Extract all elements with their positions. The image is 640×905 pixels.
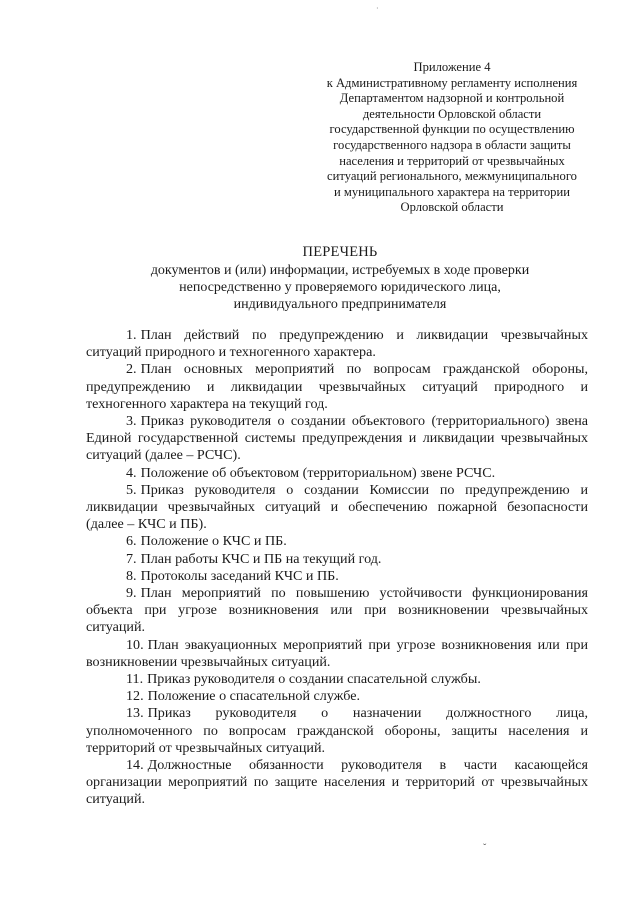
item-text: План мероприятий по повышению устойчивости функционирования объекта при угрозе возникновения или при возникновении чрезвычайных ситуаций. <box>86 585 588 636</box>
item-text: Протоколы заседаний КЧС и ПБ. <box>140 567 339 584</box>
list-item <box>86 688 588 705</box>
title-subtitle-line: документов и (или) информации, истребуемых в ходе проверки <box>150 263 530 278</box>
appendix-line: населения и территорий от чрезвычайных <box>339 153 565 168</box>
item-number: 6. <box>126 533 137 550</box>
item-text: План работы КЧС и ПБ на текущий год. <box>140 550 382 567</box>
appendix-line: государственной функции по осуществлению <box>329 122 575 137</box>
item-number: 11. <box>126 671 144 688</box>
item-number: 5. <box>126 481 137 498</box>
list-item <box>86 705 588 757</box>
list-item <box>86 533 588 550</box>
appendix-line: деятельности Орловской области <box>362 106 542 121</box>
list-item <box>86 551 588 568</box>
appendix-line: государственного надзора в области защиты <box>333 137 571 152</box>
item-number: 10. <box>126 636 144 653</box>
document-title <box>70 244 610 313</box>
item-text: План эвакуационных мероприятий при угрозе возникновения или при возникновении чрезвычайных ситуаций. <box>86 636 588 670</box>
list-item <box>86 671 588 688</box>
title-subtitle-line: индивидуального предпринимателя <box>233 297 447 312</box>
list-item <box>86 465 588 482</box>
item-number: 13. <box>126 705 144 722</box>
list-item <box>86 568 588 585</box>
item-text: Положение о спасательной службе. <box>147 688 361 705</box>
item-text: План основных мероприятий по вопросам гражданской обороны, предупреждению и ликвидации чрезвычайных ситуаций природного и техногенного характера на текущий год. <box>86 361 588 412</box>
list-item <box>86 327 588 361</box>
item-number: 12. <box>126 688 144 705</box>
item-text: Положение о КЧС и ПБ. <box>140 533 287 550</box>
appendix-line: Приложение 4 <box>413 60 491 74</box>
item-number: 2. <box>126 361 137 378</box>
item-number: 7. <box>126 550 137 567</box>
appendix-line: и муниципального характера на территории <box>334 184 570 199</box>
title-heading: ПЕРЕЧЕНЬ <box>302 244 378 260</box>
item-text: Приказ руководителя о назначении должностного лица, уполномоченного по вопросам гражданской обороны, защиты населения и территорий от чрезвычайных ситуаций. <box>86 705 588 756</box>
item-number: 1. <box>126 327 137 343</box>
item-number: 8. <box>126 567 137 584</box>
item-number: 9. <box>126 585 137 602</box>
list-item <box>86 585 588 637</box>
appendix-line: к Административному регламенту исполнения <box>326 75 578 90</box>
appendix-line: Департаментом надзорной и контрольной <box>339 91 565 106</box>
document-list <box>86 327 588 809</box>
appendix-line: Орловской области <box>400 200 504 215</box>
appendix-line: ситуаций регионального, межмуниципального <box>327 169 577 184</box>
scan-mark-top: · <box>376 4 379 13</box>
item-text: Приказ руководителя о создании объектового (территориального) звена Единой государственной системы предупреждения и ликвидации чрезвычайных ситуаций (далее – РСЧС). <box>86 413 588 464</box>
list-item <box>86 361 588 413</box>
item-text: Должностные обязанности руководителя в части касающейся организации мероприятий по защите населения и территорий от чрезвычайных ситуаций. <box>86 757 588 808</box>
item-number: 4. <box>126 464 137 481</box>
list-item <box>86 413 588 465</box>
list-item <box>86 637 588 671</box>
item-text: Приказ руководителя о создании Комиссии по предупреждению и ликвидации чрезвычайных ситуаций и обеспечению пожарной безопасности (далее – КЧС и ПБ). <box>86 481 588 533</box>
item-number: 3. <box>126 413 137 430</box>
appendix-header <box>318 60 586 216</box>
item-text: Положение об объектовом (территориальном) звене РСЧС. <box>140 464 496 481</box>
title-subtitle-line: непосредственно у проверяемого юридического лица, <box>179 280 501 295</box>
item-text: Приказ руководителя о создании спасательной службы. <box>147 671 481 688</box>
scan-mark-bottom: ˇ <box>483 843 487 854</box>
list-item <box>86 757 588 809</box>
item-number: 14. <box>126 757 144 774</box>
item-text: План действий по предупреждению и ликвидации чрезвычайных ситуаций природного и техногенного характера. <box>86 327 588 361</box>
list-item <box>86 482 588 534</box>
